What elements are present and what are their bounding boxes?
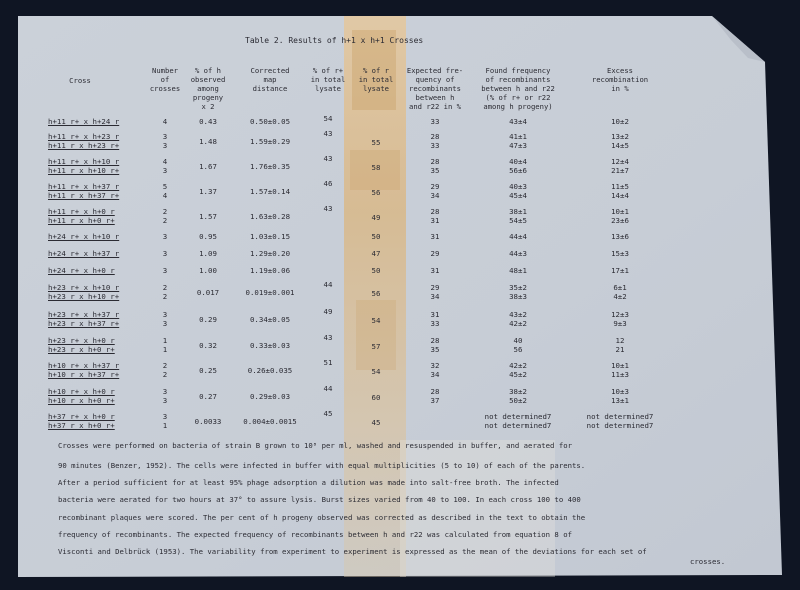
found-frequency: 40±3 — [509, 182, 527, 191]
header-num: Number of crosses — [149, 66, 181, 93]
pct-r-value: 50 — [371, 232, 381, 241]
excess-recombination: 13±1 — [611, 396, 629, 405]
excess-recombination: 12 — [615, 336, 625, 345]
pct-r-plus-value: 43 — [323, 204, 333, 213]
pct-r-plus-value: 51 — [323, 358, 333, 367]
pct-h-value: 0.27 — [199, 391, 217, 401]
header-pct_h: % of h observed among progeny x 2 — [190, 66, 226, 111]
cross-count: 3 — [162, 132, 168, 141]
found-frequency: 44±4 — [509, 232, 527, 241]
excess-recombination: 10±3 — [611, 387, 629, 396]
pct-r-plus-value: 49 — [323, 307, 333, 316]
paragraph-line: crosses. — [690, 557, 726, 566]
expected-frequency: 28 — [430, 132, 440, 141]
excess-recombination: 10±1 — [611, 207, 629, 216]
cross-count: 2 — [162, 283, 168, 292]
expected-frequency: 33 — [430, 141, 440, 150]
found-frequency: 42±2 — [509, 319, 527, 328]
header-found: Found frequency of recombinants between h and r22 (% of r+ or r22 among h progeny) — [481, 66, 555, 111]
table-title: Table 2. Results of h+1 x h+1 Crosses — [245, 36, 424, 45]
header-pct_r: % of r+ in total lysate — [310, 66, 346, 93]
pct-r-plus-value: 44 — [323, 384, 333, 393]
excess-recombination: 6±1 — [613, 283, 627, 292]
found-frequency: 48±1 — [509, 266, 527, 275]
pct-r-value: 54 — [371, 367, 381, 376]
pct-r-plus-value: 44 — [323, 280, 333, 289]
found-frequency: 42±2 — [509, 361, 527, 370]
paragraph-line: bacteria were aerated for two hours at 37° to assure lysis. Burst sizes varied from 40 to 100. In each cross 100 to 400 — [58, 495, 581, 504]
cross-count: 3 — [162, 249, 168, 258]
cross-count: 3 — [162, 141, 168, 150]
paragraph-line: recombinant plaques were scored. The per cent of h progeny observed was corrected as described in the text to obtain the — [58, 513, 586, 522]
map-distance-value: 0.50±0.05 — [249, 117, 291, 126]
pct-r-value: 55 — [371, 138, 381, 147]
expected-frequency: 28 — [430, 157, 440, 166]
cross-count: 3 — [162, 396, 168, 405]
pct-h-value: 1.09 — [199, 249, 217, 258]
cross-count: 4 — [162, 191, 168, 200]
pct-h-value: 0.25 — [199, 365, 217, 375]
expected-frequency: 28 — [430, 336, 440, 345]
found-frequency: 50±2 — [509, 396, 527, 405]
map-distance-value: 1.19±0.06 — [249, 266, 291, 275]
cross-count: 2 — [162, 216, 168, 225]
cross-label: h+10 r+ x h+0 r — [48, 387, 115, 396]
excess-recombination: 12±3 — [611, 310, 629, 319]
excess-recombination: 23±6 — [611, 216, 629, 225]
excess-recombination: 17±1 — [611, 266, 629, 275]
pct-r-value: 47 — [371, 249, 381, 258]
expected-frequency: 35 — [430, 166, 440, 175]
cross-label: h+11 r+ x h+10 r — [48, 157, 120, 166]
cross-count: 3 — [162, 166, 168, 175]
cross-label: h+24 r+ x h+0 r — [48, 266, 115, 275]
expected-frequency: 31 — [430, 266, 440, 275]
map-distance-value: 0.019±0.001 — [245, 287, 295, 297]
cross-count: 3 — [162, 319, 168, 328]
map-distance-value: 1.59±0.29 — [249, 136, 291, 146]
map-distance-value: 1.63±0.28 — [249, 211, 291, 221]
cross-label: h+10 r x h+0 r+ — [48, 396, 115, 405]
map-distance-value: 1.03±0.15 — [249, 232, 291, 241]
found-frequency: 38±3 — [509, 292, 527, 301]
pct-h-value: 1.57 — [199, 211, 217, 221]
pct-h-value: 1.67 — [199, 161, 217, 171]
cross-count: 4 — [162, 117, 168, 126]
cross-label: h+37 r x h+0 r+ — [48, 421, 115, 430]
pct-h-value: 0.0033 — [194, 416, 222, 426]
cross-label: h+11 r+ x h+24 r — [48, 117, 120, 126]
found-frequency: 44±3 — [509, 249, 527, 258]
found-frequency: 38±1 — [509, 207, 527, 216]
cross-count: 3 — [162, 310, 168, 319]
found-frequency: 45±2 — [509, 370, 527, 379]
excess-recombination: not determined7 — [586, 421, 654, 430]
cross-label: h+23 r x h+37 r+ — [48, 319, 120, 328]
cross-label: h+11 r+ x h+37 r — [48, 182, 120, 191]
pct-h-value: 1.37 — [199, 186, 217, 196]
expected-frequency: 28 — [430, 207, 440, 216]
paragraph-line: Visconti and Delbrück (1953). The variability from experiment to experiment is expressed as the mean of the deviations for each set of — [58, 547, 647, 556]
expected-frequency: 31 — [430, 232, 440, 241]
paragraph-line: Crosses were performed on bacteria of strain B grown to 10⁸ per ml, washed and resuspended in buffer, and aerated for — [58, 441, 572, 450]
excess-recombination: 12±4 — [611, 157, 629, 166]
expected-frequency: 32 — [430, 361, 440, 370]
pct-r-value: 50 — [371, 266, 381, 275]
found-frequency: 54±5 — [509, 216, 527, 225]
expected-frequency: 28 — [430, 387, 440, 396]
cross-label: h+10 r x h+37 r+ — [48, 370, 120, 379]
cross-count: 3 — [162, 232, 168, 241]
expected-frequency: 33 — [430, 117, 440, 126]
paragraph-line: 90 minutes (Benzer, 1952). The cells were infected in buffer with equal multiplicities (5 to 10) of each of the parents. — [58, 461, 586, 470]
excess-recombination: 21±7 — [611, 166, 629, 175]
pct-r-value: 56 — [371, 188, 381, 197]
excess-recombination: 9±3 — [613, 319, 627, 328]
cross-count: 3 — [162, 412, 168, 421]
cross-count: 2 — [162, 370, 168, 379]
cross-label: h+11 r x h+23 r+ — [48, 141, 120, 150]
cross-label: h+23 r x h+10 r+ — [48, 292, 120, 301]
header-cross: Cross — [69, 76, 91, 85]
pct-h-value: 0.43 — [199, 117, 217, 126]
cross-label: h+23 r+ x h+10 r — [48, 283, 120, 292]
header-corr: Corrected map distance — [250, 66, 290, 93]
cross-label: h+11 r x h+37 r+ — [48, 191, 120, 200]
excess-recombination: 10±2 — [611, 117, 629, 126]
cross-count: 1 — [162, 336, 168, 345]
found-frequency: not determined7 — [484, 412, 552, 421]
pct-h-value: 0.017 — [196, 287, 220, 297]
found-frequency: 35±2 — [509, 283, 527, 292]
pct-r-value: 54 — [371, 316, 381, 325]
pct-h-value: 0.29 — [199, 314, 217, 324]
excess-recombination: 10±1 — [611, 361, 629, 370]
found-frequency: 40±4 — [509, 157, 527, 166]
cross-label: h+24 r+ x h+37 r — [48, 249, 120, 258]
found-frequency: 41±1 — [509, 132, 527, 141]
cross-count: 2 — [162, 207, 168, 216]
found-frequency: not determined7 — [484, 421, 552, 430]
pct-r-value: 58 — [371, 163, 381, 172]
expected-frequency: 34 — [430, 370, 440, 379]
pct-r-plus-value: 45 — [323, 409, 333, 418]
cross-label: h+11 r+ x h+0 r — [48, 207, 115, 216]
map-distance-value: 0.004±0.0015 — [243, 416, 297, 426]
cross-label: h+23 r+ x h+37 r — [48, 310, 120, 319]
cross-label: h+11 r x h+10 r+ — [48, 166, 120, 175]
excess-recombination: 13±2 — [611, 132, 629, 141]
excess-recombination: 11±5 — [611, 182, 629, 191]
paragraph-line: After a period sufficient for at least 95% phage adsorption a dilution was made into salt-free broth. The infected — [58, 478, 559, 487]
expected-frequency: 31 — [430, 216, 440, 225]
found-frequency: 47±3 — [509, 141, 527, 150]
excess-recombination: 15±3 — [611, 249, 629, 258]
header-excess: Excess recombination in % — [591, 66, 649, 93]
map-distance-value: 1.76±0.35 — [249, 161, 291, 171]
pct-r-plus-value: 54 — [323, 114, 333, 123]
cross-label: h+23 r x h+0 r+ — [48, 345, 115, 354]
expected-frequency: 33 — [430, 319, 440, 328]
cross-label: h+11 r x h+0 r+ — [48, 216, 115, 225]
cross-label: h+11 r+ x h+23 r — [48, 132, 120, 141]
paragraph-line: frequency of recombinants. The expected frequency of recombinants between h and r22 was calculated from equation 8 of — [58, 530, 572, 539]
pct-h-value: 1.00 — [199, 266, 217, 275]
expected-frequency: 29 — [430, 283, 440, 292]
map-distance-value: 1.57±0.14 — [249, 186, 291, 196]
expected-frequency: 35 — [430, 345, 440, 354]
pct-r-value: 56 — [371, 289, 381, 298]
cross-count: 5 — [162, 182, 168, 191]
cross-count: 4 — [162, 157, 168, 166]
pct-h-value: 0.95 — [199, 232, 217, 241]
pct-h-value: 1.48 — [199, 136, 217, 146]
expected-frequency: 34 — [430, 292, 440, 301]
map-distance-value: 1.29±0.20 — [249, 249, 291, 258]
cross-label: h+10 r+ x h+37 r — [48, 361, 120, 370]
map-distance-value: 0.29±0.03 — [249, 391, 291, 401]
pct-r-value: 60 — [371, 393, 381, 402]
excess-recombination: 21 — [615, 345, 625, 354]
cross-label: h+24 r+ x h+10 r — [48, 232, 120, 241]
map-distance-value: 0.26±0.035 — [247, 365, 293, 375]
map-distance-value: 0.34±0.05 — [249, 314, 291, 324]
expected-frequency: 34 — [430, 191, 440, 200]
found-frequency: 38±2 — [509, 387, 527, 396]
map-distance-value: 0.33±0.03 — [249, 340, 291, 350]
cross-count: 1 — [162, 421, 168, 430]
pct-r-plus-value: 46 — [323, 179, 333, 188]
excess-recombination: 4±2 — [613, 292, 627, 301]
cross-count: 3 — [162, 266, 168, 275]
found-frequency: 56 — [513, 345, 523, 354]
cross-count: 2 — [162, 361, 168, 370]
pct-r-value: 45 — [371, 418, 381, 427]
excess-recombination: 11±3 — [611, 370, 629, 379]
expected-frequency: 29 — [430, 182, 440, 191]
pct-r-plus-value: 43 — [323, 129, 333, 138]
cross-label: h+37 r+ x h+0 r — [48, 412, 115, 421]
cross-count: 3 — [162, 387, 168, 396]
excess-recombination: not determined7 — [586, 412, 654, 421]
found-frequency: 43±2 — [509, 310, 527, 319]
found-frequency: 45±4 — [509, 191, 527, 200]
header-pct_r2: % of r in total lysate — [358, 66, 394, 93]
header-expected: Expected fre- quency of recombinants between h and r22 in % — [406, 66, 464, 111]
found-frequency: 56±6 — [509, 166, 527, 175]
expected-frequency: 29 — [430, 249, 440, 258]
cross-label: h+23 r+ x h+0 r — [48, 336, 115, 345]
expected-frequency: 31 — [430, 310, 440, 319]
found-frequency: 43±4 — [509, 117, 527, 126]
expected-frequency: 37 — [430, 396, 440, 405]
found-frequency: 40 — [513, 336, 523, 345]
pct-r-value: 49 — [371, 213, 381, 222]
excess-recombination: 13±6 — [611, 232, 629, 241]
pct-r-value: 57 — [371, 342, 381, 351]
pct-r-plus-value: 43 — [323, 154, 333, 163]
cross-count: 2 — [162, 292, 168, 301]
pct-r-plus-value: 43 — [323, 333, 333, 342]
cross-count: 1 — [162, 345, 168, 354]
excess-recombination: 14±4 — [611, 191, 629, 200]
excess-recombination: 14±5 — [611, 141, 629, 150]
pct-h-value: 0.32 — [199, 340, 217, 350]
